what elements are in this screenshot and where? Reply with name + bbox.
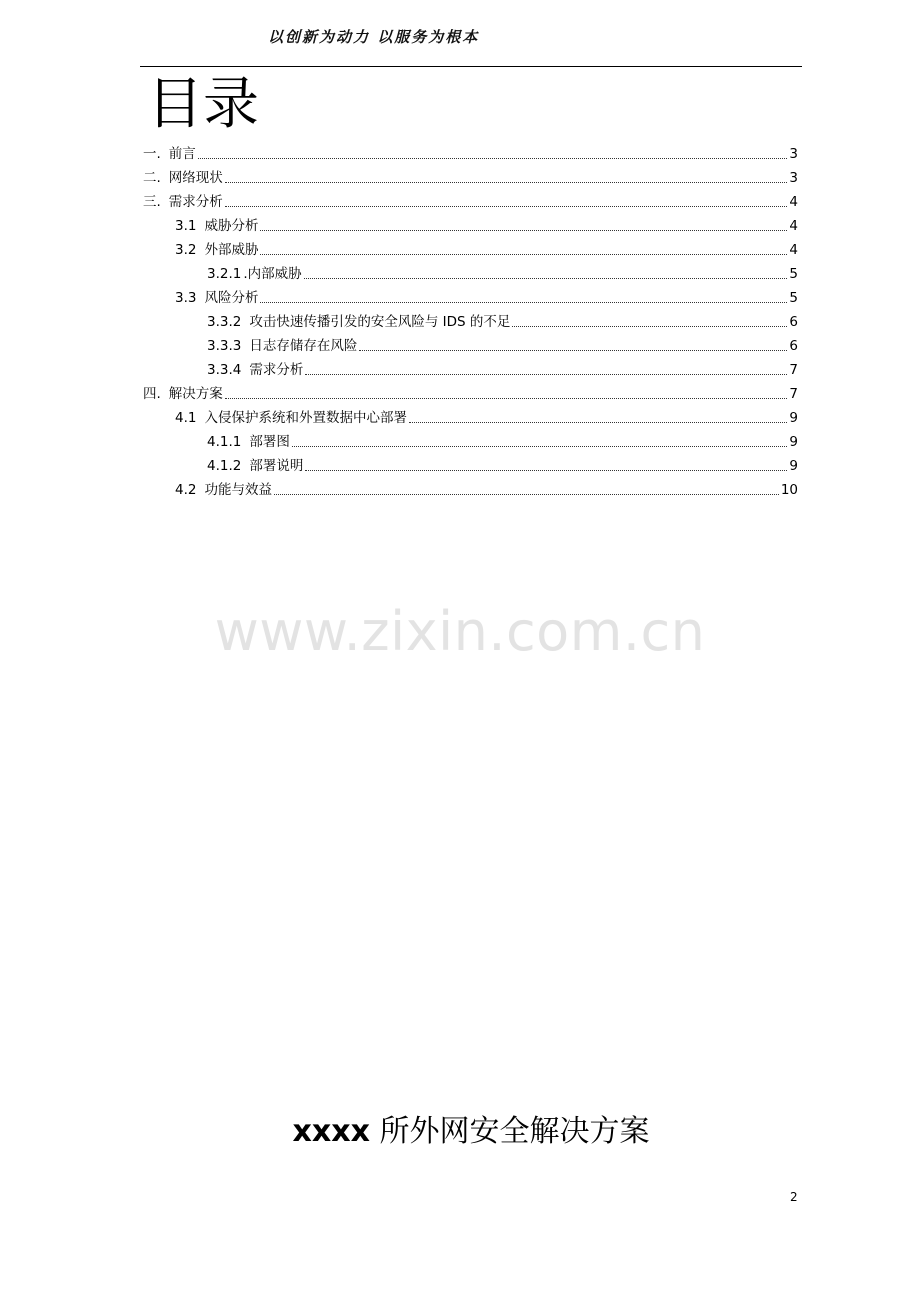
toc-entry-number: 4.1.2 (207, 458, 242, 474)
toc-entry-text: 外部威胁 (204, 242, 259, 258)
toc-leader-dots (260, 230, 787, 231)
page-number: 2 (790, 1190, 798, 1204)
toc-entry-page: 4 (789, 194, 798, 210)
toc-entry-number: 3.2 (175, 242, 197, 258)
toc-entry-internal-threats[interactable] (207, 260, 798, 284)
toc-entry-deployment-diagram[interactable] (207, 428, 798, 452)
toc-entry-number: 4.1 (175, 410, 197, 426)
toc-entry-text: 解决方案 (168, 386, 223, 402)
toc-leader-dots (225, 206, 788, 207)
toc-entry-text: 威胁分析 (204, 218, 259, 234)
toc-entry-page: 3 (789, 146, 798, 162)
document-title-prefix: xxxx (292, 1114, 370, 1149)
toc-entry-text: 功能与效益 (204, 482, 272, 498)
toc-entry-text: 风险分析 (204, 290, 259, 306)
toc-entry-page: 3 (789, 170, 798, 186)
toc-entry-page: 6 (789, 314, 798, 330)
toc-leader-dots (198, 158, 788, 159)
toc-entry-number: 4.2 (175, 482, 197, 498)
toc-entry-page: 6 (789, 338, 798, 354)
toc-entry-page: 5 (789, 290, 798, 306)
toc-leader-dots (274, 494, 779, 495)
toc-entry-text: 前言 (168, 146, 196, 162)
toc-leader-dots (260, 254, 787, 255)
toc-entry-page: 5 (789, 266, 798, 282)
toc-entry-preface[interactable] (143, 140, 798, 164)
toc-leader-dots (305, 470, 787, 471)
toc-leader-dots (225, 398, 788, 399)
toc-leader-dots (292, 446, 788, 447)
toc-entry-number: 二. (143, 170, 161, 186)
toc-entry-page: 4 (789, 242, 798, 258)
toc-entry-text: 部署图 (249, 434, 290, 450)
toc-entry-page: 10 (780, 482, 798, 498)
header-divider (140, 66, 802, 67)
toc-entry-text: 需求分析 (249, 362, 304, 378)
toc-leader-dots (409, 422, 787, 423)
toc-leader-dots (305, 374, 787, 375)
toc-entry-text: 网络现状 (168, 170, 223, 186)
toc-entry-text: 部署说明 (249, 458, 304, 474)
toc-entry-text: .内部威胁 (243, 266, 302, 282)
toc-entry-text: 日志存储存在风险 (249, 338, 358, 354)
toc-entry-requirement-analysis[interactable] (207, 356, 798, 380)
toc-entry-attack-spread-risk[interactable] (207, 308, 798, 332)
toc-entry-text: 需求分析 (168, 194, 223, 210)
toc-leader-dots (304, 278, 788, 279)
toc-entry-number: 3.3.3 (207, 338, 242, 354)
toc-entry-number: 3.3.4 (207, 362, 242, 378)
toc-entry-number: 3.3 (175, 290, 197, 306)
toc-entry-text: 入侵保护系统和外置数据中心部署 (204, 410, 407, 426)
header-slogan: 以创新为动力 以服务为根本 (268, 28, 480, 46)
toc-entry-number: 一. (143, 146, 161, 162)
toc-entry-page: 7 (789, 362, 798, 378)
watermark: www.zixin.com.cn (214, 600, 706, 663)
toc-entry-page: 4 (789, 218, 798, 234)
toc-entry-number: 四. (143, 386, 161, 402)
toc-title: 目录 (147, 72, 259, 137)
toc-leader-dots (512, 326, 787, 327)
toc-leader-dots (225, 182, 788, 183)
toc-entry-functions-benefits[interactable] (175, 476, 798, 500)
toc-entry-external-threats[interactable] (175, 236, 798, 260)
document-title (0, 1106, 920, 1150)
toc-entry-number: 3.1 (175, 218, 197, 234)
toc-entry-requirements[interactable] (143, 188, 798, 212)
toc-entry-text: 攻击快速传播引发的安全风险与 IDS 的不足 (249, 314, 511, 330)
document-title-text: 所外网安全解决方案 (369, 1114, 650, 1149)
toc-entry-risk-analysis[interactable] (175, 284, 798, 308)
toc-entry-threat-analysis[interactable] (175, 212, 798, 236)
toc-entry-number: 三. (143, 194, 161, 210)
toc-entry-page: 9 (789, 434, 798, 450)
toc-leader-dots (260, 302, 787, 303)
toc-entry-log-storage-risk[interactable] (207, 332, 798, 356)
toc-entry-page: 9 (789, 410, 798, 426)
toc-entry-page: 9 (789, 458, 798, 474)
toc-entry-deployment-notes[interactable] (207, 452, 798, 476)
toc-entry-page: 7 (789, 386, 798, 402)
toc-entry-number: 4.1.1 (207, 434, 242, 450)
toc-entry-number: 3.3.2 (207, 314, 242, 330)
toc-entry-solution[interactable] (143, 380, 798, 404)
toc-entry-ips-deployment[interactable] (175, 404, 798, 428)
toc-entry-number: 3.2.1 (207, 266, 242, 282)
toc-leader-dots (359, 350, 787, 351)
toc-entry-network-status[interactable] (143, 164, 798, 188)
